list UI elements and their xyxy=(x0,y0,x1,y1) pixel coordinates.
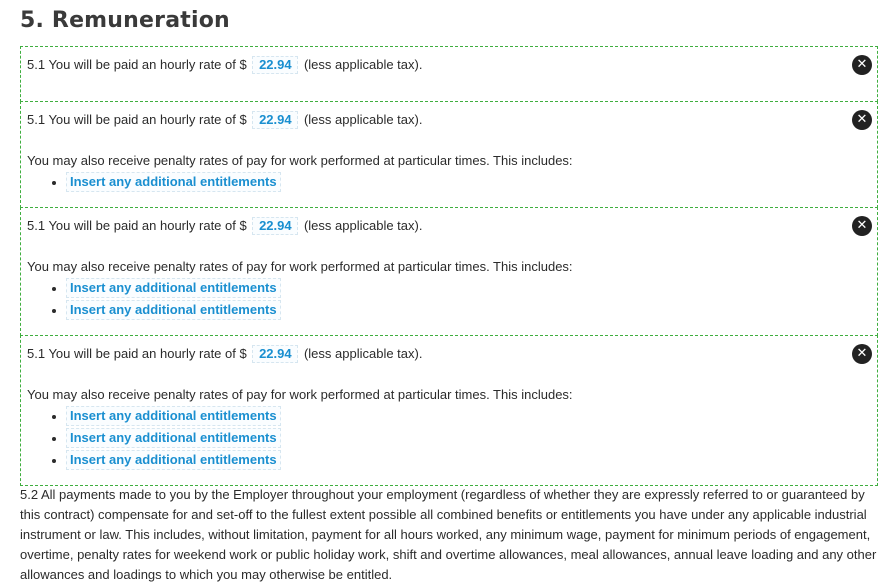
bullet-icon xyxy=(52,181,56,185)
hourly-rate-field[interactable]: 22.94 xyxy=(252,345,298,363)
penalty-rates-intro: You may also receive penalty rates of pay for work performed at particular times. This includes: xyxy=(27,153,573,168)
entitlement-field[interactable]: Insert any additional entitlements xyxy=(66,172,281,192)
list-item xyxy=(53,428,833,450)
hourly-rate-field[interactable]: 22.94 xyxy=(252,217,298,235)
hourly-rate-field[interactable]: 22.94 xyxy=(252,56,298,74)
entitlements-list xyxy=(27,172,833,194)
rate-prefix: 5.1 You will be paid an hourly rate of $ xyxy=(27,112,247,127)
remove-block-button[interactable] xyxy=(852,216,872,236)
list-item xyxy=(53,172,833,194)
rate-line xyxy=(27,217,833,235)
remove-block-button[interactable] xyxy=(852,110,872,130)
remuneration-block-2[interactable] xyxy=(20,101,878,208)
close-circle-icon: ✕ xyxy=(856,346,868,361)
remuneration-block-3[interactable] xyxy=(20,207,878,336)
close-circle-icon: ✕ xyxy=(856,57,868,72)
rate-line xyxy=(27,56,833,74)
hourly-rate-field[interactable]: 22.94 xyxy=(252,111,298,129)
penalty-rates-intro: You may also receive penalty rates of pay for work performed at particular times. This includes: xyxy=(27,259,573,274)
remove-block-button[interactable] xyxy=(852,344,872,364)
list-item xyxy=(53,300,833,322)
remove-block-button[interactable] xyxy=(852,55,872,75)
list-item xyxy=(53,450,833,472)
remuneration-variants xyxy=(20,46,878,486)
remuneration-block-4[interactable] xyxy=(20,335,878,486)
rate-suffix: (less applicable tax). xyxy=(303,218,423,233)
rate-prefix: 5.1 You will be paid an hourly rate of $ xyxy=(27,218,247,233)
close-circle-icon: ✕ xyxy=(856,218,868,233)
rate-line xyxy=(27,111,833,129)
bullet-icon xyxy=(52,287,56,291)
close-circle-icon: ✕ xyxy=(856,112,868,127)
list-item xyxy=(53,278,833,300)
entitlement-field[interactable]: Insert any additional entitlements xyxy=(66,428,281,448)
list-item xyxy=(53,406,833,428)
rate-line xyxy=(27,345,833,363)
entitlements-list xyxy=(27,278,833,322)
entitlements-list xyxy=(27,406,833,472)
penalty-rates-intro: You may also receive penalty rates of pay for work performed at particular times. This includes: xyxy=(27,387,573,402)
entitlement-field[interactable]: Insert any additional entitlements xyxy=(66,450,281,470)
bullet-icon xyxy=(52,309,56,313)
rate-suffix: (less applicable tax). xyxy=(303,346,423,361)
bullet-icon xyxy=(52,415,56,419)
section-title: 5. Remuneration xyxy=(20,8,230,33)
rate-prefix: 5.1 You will be paid an hourly rate of $ xyxy=(27,346,247,361)
rate-prefix: 5.1 You will be paid an hourly rate of $ xyxy=(27,57,247,72)
bullet-icon xyxy=(52,459,56,463)
clause-5-2-text: 5.2 All payments made to you by the Employer throughout your employment (regardless of whether they are expressly referred to or guaranteed by this contract) compensate for and set-off to the fullest extent possible all combined benefits or entitlements you have under any applicable industrial instrument or law. This includes, without limitation, payment for all hours worked, any minimum wage, payment for minimum periods of engagement, overtime, penalty rates for weekend work or public holiday work, shift and overtime allowances, meal allowances, annual leave loading and any other allowances and loadings to which you may otherwise be entitled. xyxy=(20,487,877,582)
entitlement-field[interactable]: Insert any additional entitlements xyxy=(66,278,281,298)
bullet-icon xyxy=(52,437,56,441)
rate-suffix: (less applicable tax). xyxy=(303,57,423,72)
entitlement-field[interactable]: Insert any additional entitlements xyxy=(66,406,281,426)
remuneration-block-1[interactable] xyxy=(20,46,878,102)
rate-suffix: (less applicable tax). xyxy=(303,112,423,127)
entitlement-field[interactable]: Insert any additional entitlements xyxy=(66,300,281,320)
